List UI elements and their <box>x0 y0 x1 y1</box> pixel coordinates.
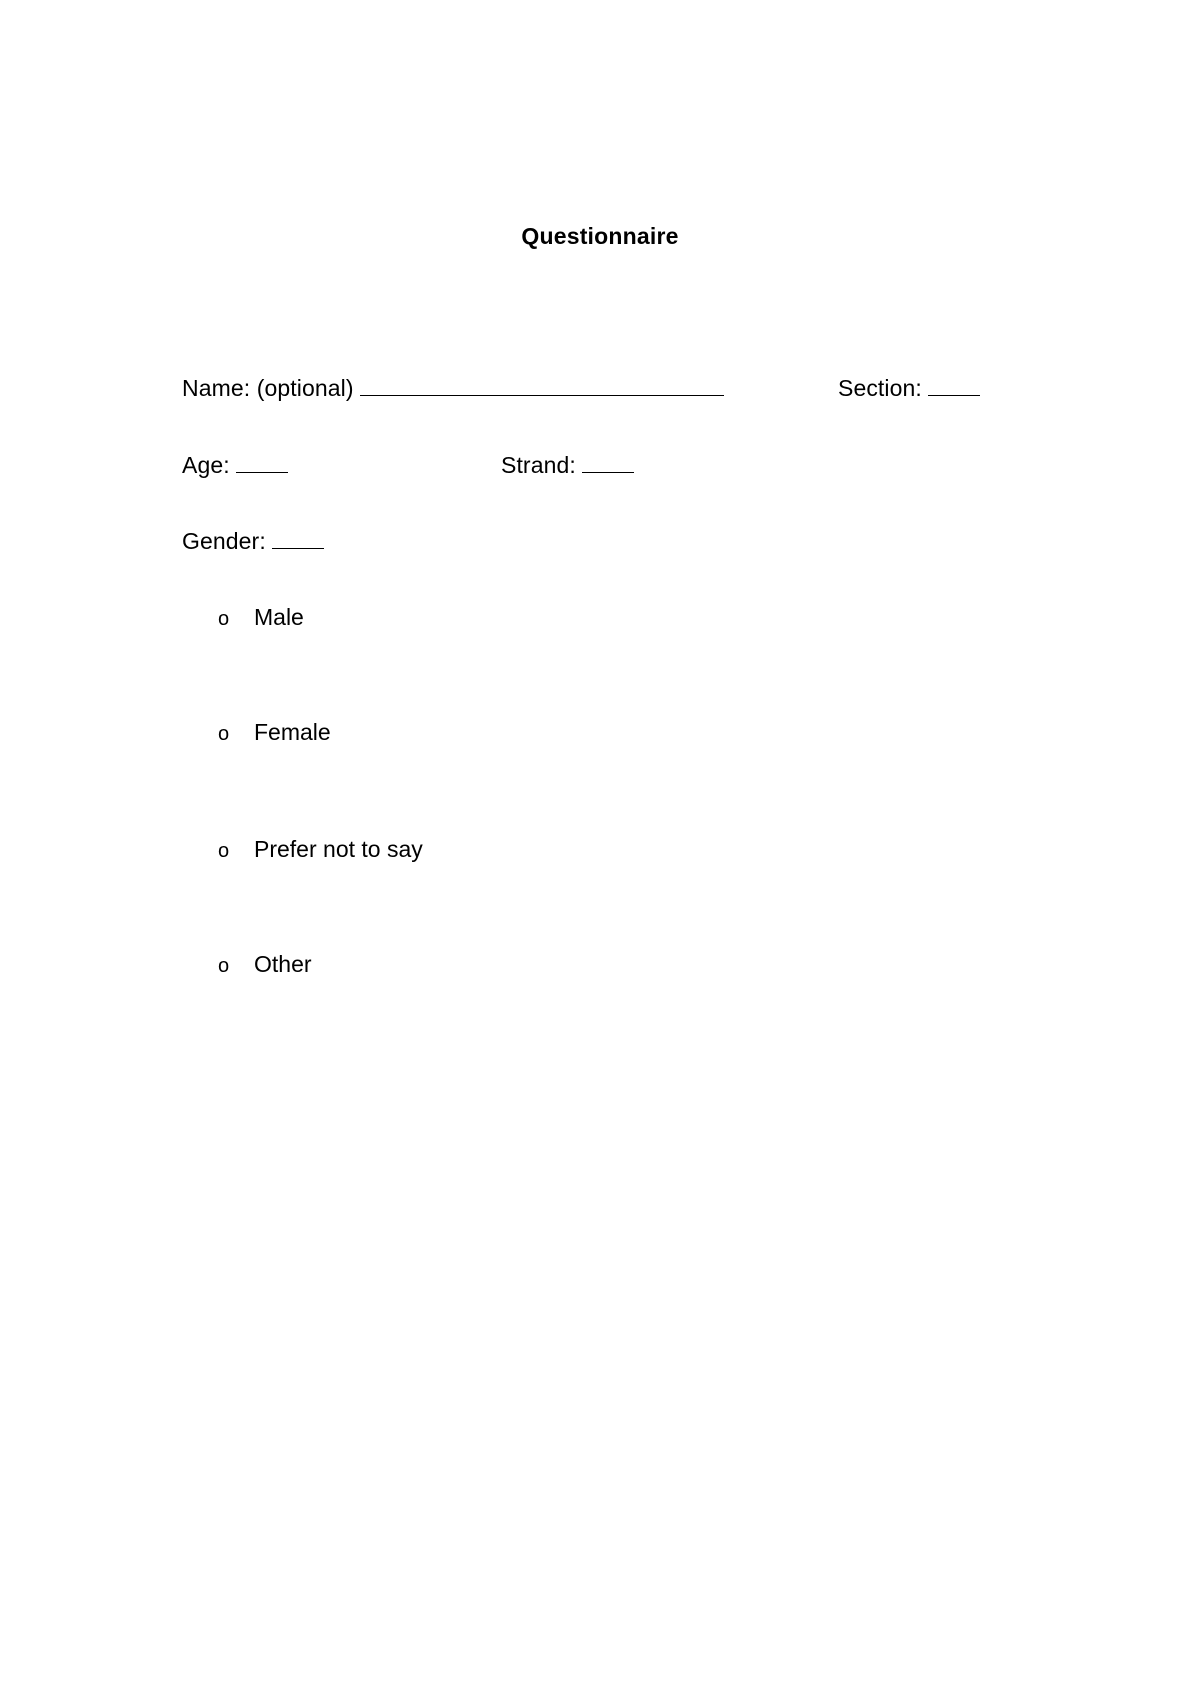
age-label: Age: <box>182 452 230 478</box>
name-field <box>182 374 724 402</box>
gender-field <box>182 527 324 555</box>
hollow-bullet-icon: o <box>218 723 230 745</box>
option-label: Female <box>254 719 331 745</box>
gender-option-male[interactable] <box>218 603 304 633</box>
strand-field <box>501 451 634 479</box>
option-label: Other <box>254 951 312 977</box>
gender-option-prefer-not-to-say[interactable] <box>218 835 423 865</box>
hollow-bullet-icon: o <box>218 608 230 630</box>
gender-label: Gender: <box>182 528 266 554</box>
hollow-bullet-icon: o <box>218 840 230 862</box>
page-title: Questionnaire <box>521 223 679 249</box>
strand-blank-line[interactable] <box>582 452 634 473</box>
hollow-bullet-icon: o <box>218 955 230 977</box>
section-field <box>838 374 980 402</box>
option-label: Prefer not to say <box>254 836 423 862</box>
section-blank-line[interactable] <box>928 375 980 396</box>
name-blank-line[interactable] <box>360 375 724 396</box>
gender-option-other[interactable] <box>218 950 312 980</box>
age-field <box>182 451 288 479</box>
strand-label: Strand: <box>501 452 576 478</box>
section-label: Section: <box>838 375 922 401</box>
name-label: Name: (optional) <box>182 375 354 401</box>
age-blank-line[interactable] <box>236 452 288 473</box>
gender-option-female[interactable] <box>218 718 331 748</box>
gender-blank-line[interactable] <box>272 528 324 549</box>
option-label: Male <box>254 604 304 630</box>
